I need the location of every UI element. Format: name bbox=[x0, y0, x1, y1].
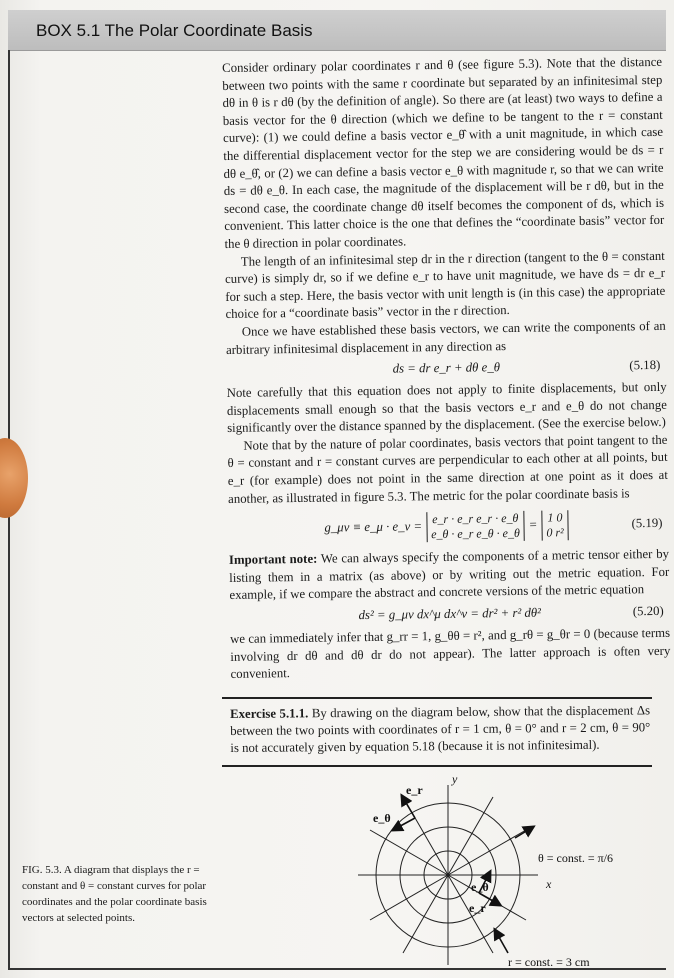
page-tab-marker bbox=[0, 438, 28, 518]
matrix-2-row-1: 1 0 bbox=[547, 510, 563, 525]
equation-5-18-body: ds = dr e_r + dθ e_θ bbox=[392, 360, 501, 376]
matrix-1-row-1: e_r · e_r e_r · e_θ bbox=[432, 511, 519, 527]
equation-5-18-number: (5.18) bbox=[629, 358, 661, 373]
important-note-label: Important note: bbox=[228, 551, 318, 568]
matrix-2-row-2: 0 r² bbox=[546, 525, 564, 540]
label-etheta-mid: e_θ bbox=[471, 880, 489, 894]
label-theta-const: θ = const. = π/6 bbox=[538, 851, 614, 865]
exercise-rule-top bbox=[222, 697, 652, 699]
equation-5-19-equals: = bbox=[528, 518, 538, 533]
r-const-pointer bbox=[495, 930, 508, 953]
equation-5-19 bbox=[228, 502, 669, 552]
label-etheta-top: e_θ bbox=[373, 811, 391, 825]
x-axis-label: x bbox=[546, 877, 552, 891]
exercise-text: By drawing on the diagram below, show that the displacement Δs between the two points with coordinates of r = 1 cm, θ = 0° and r = 2 cm, θ = 90° is not accurately given by equation 5.18 (because it is not infinitesimal). bbox=[230, 703, 651, 755]
equation-5-19-number: (5.19) bbox=[631, 516, 663, 531]
body-text bbox=[222, 54, 671, 684]
matrix-metric-values bbox=[541, 510, 569, 540]
y-axis-label: y bbox=[452, 772, 458, 786]
label-er-top: e_r bbox=[406, 783, 423, 797]
paragraph-1: Consider ordinary polar coordinates r and θ (see figure 5.3). Note that the distance between two points with the same r coordinate but separated by an infinitesimal step dθ in θ is r dθ (by the definition of angle). So there are (at least) two ways to define a basis vector for the θ direction (which we define to be tangent to the r = constant curve): (1) we could define a basis vector e_θ̂ with a unit magnitude, in which case the differential displacement vector for the step we are considering would be ds = r dθ e_θ̂, or (2) we can define a basis vector e_θ with magnitude r, so that we can write ds = dθ e_θ. In each case, the magnitude of the displacement will be r dθ, but in the second case, the coordinate change dθ itself becomes the component of ds, which is convenient. This latter choice is the one that defines the “coordinate basis” vector for the θ direction in polar coordinates. bbox=[222, 54, 665, 251]
matrix-1-row-2: e_θ · e_r e_θ · e_θ bbox=[431, 526, 520, 542]
exercise-rule-bottom bbox=[222, 765, 652, 767]
polar-coordinate-diagram bbox=[340, 770, 670, 970]
paragraph-6 bbox=[229, 546, 670, 605]
paragraph-4: Note carefully that this equation does not apply to finite displacements, but only displacements small enough so that the basis vectors e_r and e_θ do not change significantly over the distance spanned by the displacement. (See the exercise below.) bbox=[226, 379, 667, 436]
exercise-label: Exercise 5.1.1. bbox=[230, 706, 309, 721]
equation-5-20-number: (5.20) bbox=[632, 604, 664, 619]
equation-5-20-body: ds² = g_μν dx^μ dx^ν = dr² + r² dθ² bbox=[358, 605, 542, 623]
box-header bbox=[8, 10, 666, 51]
basis-etheta-top-arrow bbox=[393, 818, 415, 830]
paragraph-7: we can immediately infer that g_rr = 1, g_θθ = r², and g_rθ = g_θr = 0 (because terms involving dr dθ and dθ dr do not appear). The latter approach is often very convenient. bbox=[229, 625, 671, 682]
figure-caption: FIG. 5.3. A diagram that displays the r = constant and θ = constant curves for polar coordinates and the polar coordinate basis vectors at selected points. bbox=[22, 864, 207, 924]
paragraph-5: Note that by the nature of polar coordinates, basis vectors that point tangent to the θ = constant and r = constant curves are perpendicular to each other at all points, but e_r (for example) does not point in the same direction at one point as it does at another, as illustrated in figure 5.3. The metric for the polar coordinate basis is bbox=[227, 432, 668, 506]
theta-const-pointer bbox=[515, 827, 533, 838]
box-title: BOX 5.1 The Polar Coordinate Basis bbox=[36, 21, 313, 40]
equation-5-19-lhs: g_μν ≡ e_μ · e_ν = bbox=[324, 519, 423, 536]
paragraph-3: Once we have established these basis vectors, we can write the components of an arbitrary infinitesimal displacement in any direction as bbox=[225, 318, 666, 357]
matrix-basis-products bbox=[426, 511, 525, 542]
paragraph-2: The length of an infinitesimal step dr in the r direction (tangent to the θ = constant curve) is simply dr, so if we define e_r to have unit magnitude, we have ds = dr e_r for such a step. Here, the basis vector with unit length is (in this case) the appropriate choice for a “coordinate basis” vector in the r direction. bbox=[224, 248, 666, 322]
important-note-text: We can always specify the components of a metric tensor either by listing them in a matrix (as above) or by writing out the metric equation. For example, if we compare the abstract and concrete versions of the metric equation bbox=[229, 547, 670, 603]
exercise-block bbox=[230, 702, 650, 757]
label-er-mid: e_r bbox=[469, 901, 486, 915]
label-r-const: r = const. = 3 cm bbox=[508, 955, 590, 969]
